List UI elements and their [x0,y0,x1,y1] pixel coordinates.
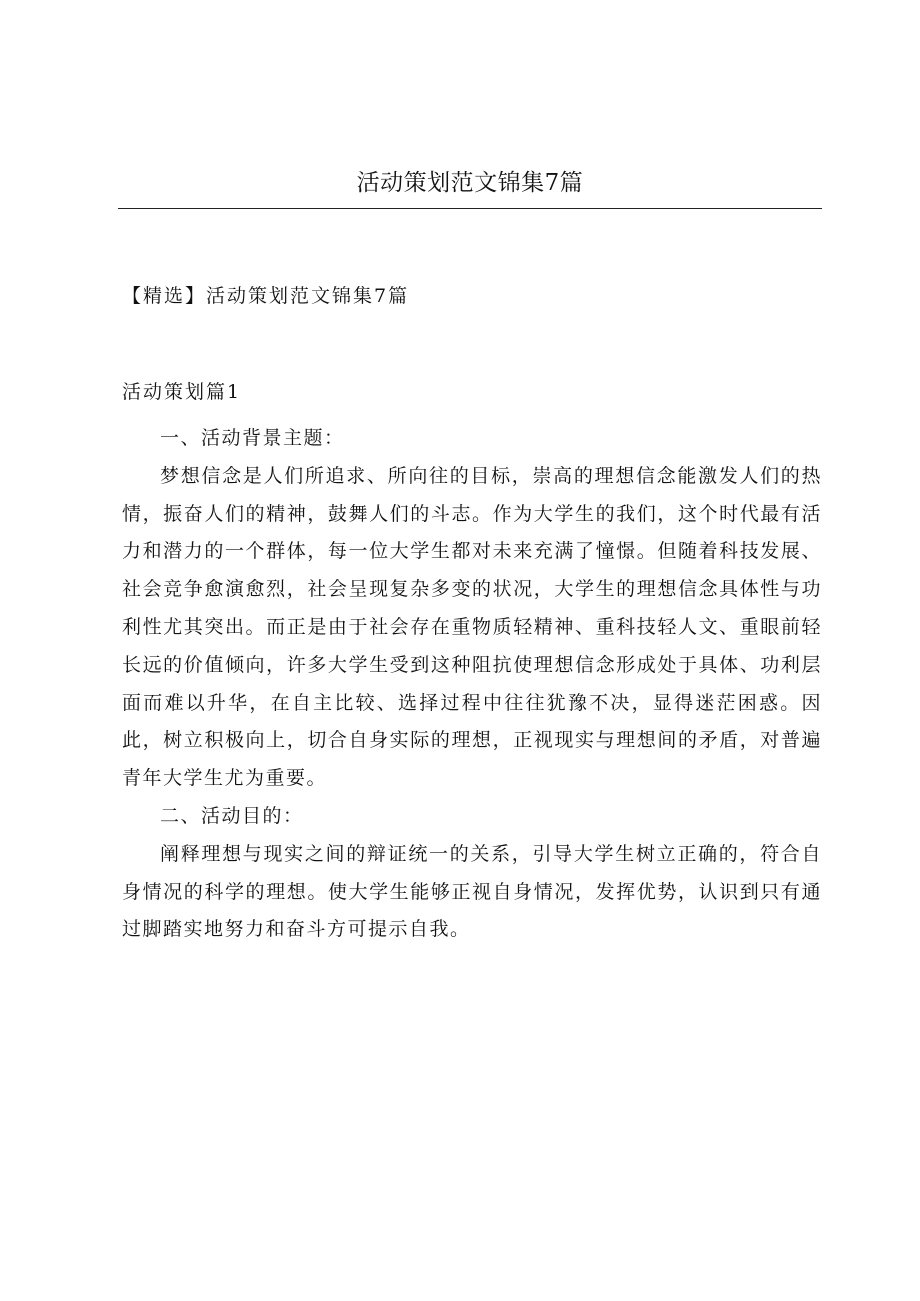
paragraph-purpose: 阐释理想与现实之间的辩证统一的关系，引导大学生树立正确的，符合自身情况的科学的理想。使大学生能够正视自身情况，发挥优势，认识到只有通过脚踏实地努力和奋斗方可提示自我。 [122,842,822,941]
paragraph-heading-purpose: 二、活动目的： [160,804,304,827]
document-header [118,168,822,209]
header-title: 活动策划范文锦集7篇 [356,170,584,196]
document-body [122,420,822,949]
paragraph-heading-background: 一、活动背景主题： [160,427,345,449]
section-title: 活动策划篇1 [122,381,242,403]
paragraph-background: 梦想信念是人们所追求、所向往的目标，崇高的理想信念能激发人们的热情，振奋人们的精神，鼓舞人们的斗志。作为大学生的我们，这个时代最有活力和潜力的一个群体，每一位大学生都对未来充满了憧憬。但随着科技发展、社会竞争愈演愈烈，社会呈现复杂多变的状况，大学生的理想信念具体性与功利性尤其突出。而正是由于社会存在重物质轻精神、重科技轻人文、重眼前轻长远的价值倾向，许多大学生受到这种阻抗使理想信念形成处于具体、功利层面而难以升华，在自主比较、选择过程中往往犹豫不决，显得迷茫困惑。因此，树立积极向上，切合自身实际的理想，正视现实与理想间的矛盾，对普遍青年大学生尤为重要。 [122,464,822,790]
document-subtitle: 【精选】活动策划范文锦集7篇 [122,285,410,307]
